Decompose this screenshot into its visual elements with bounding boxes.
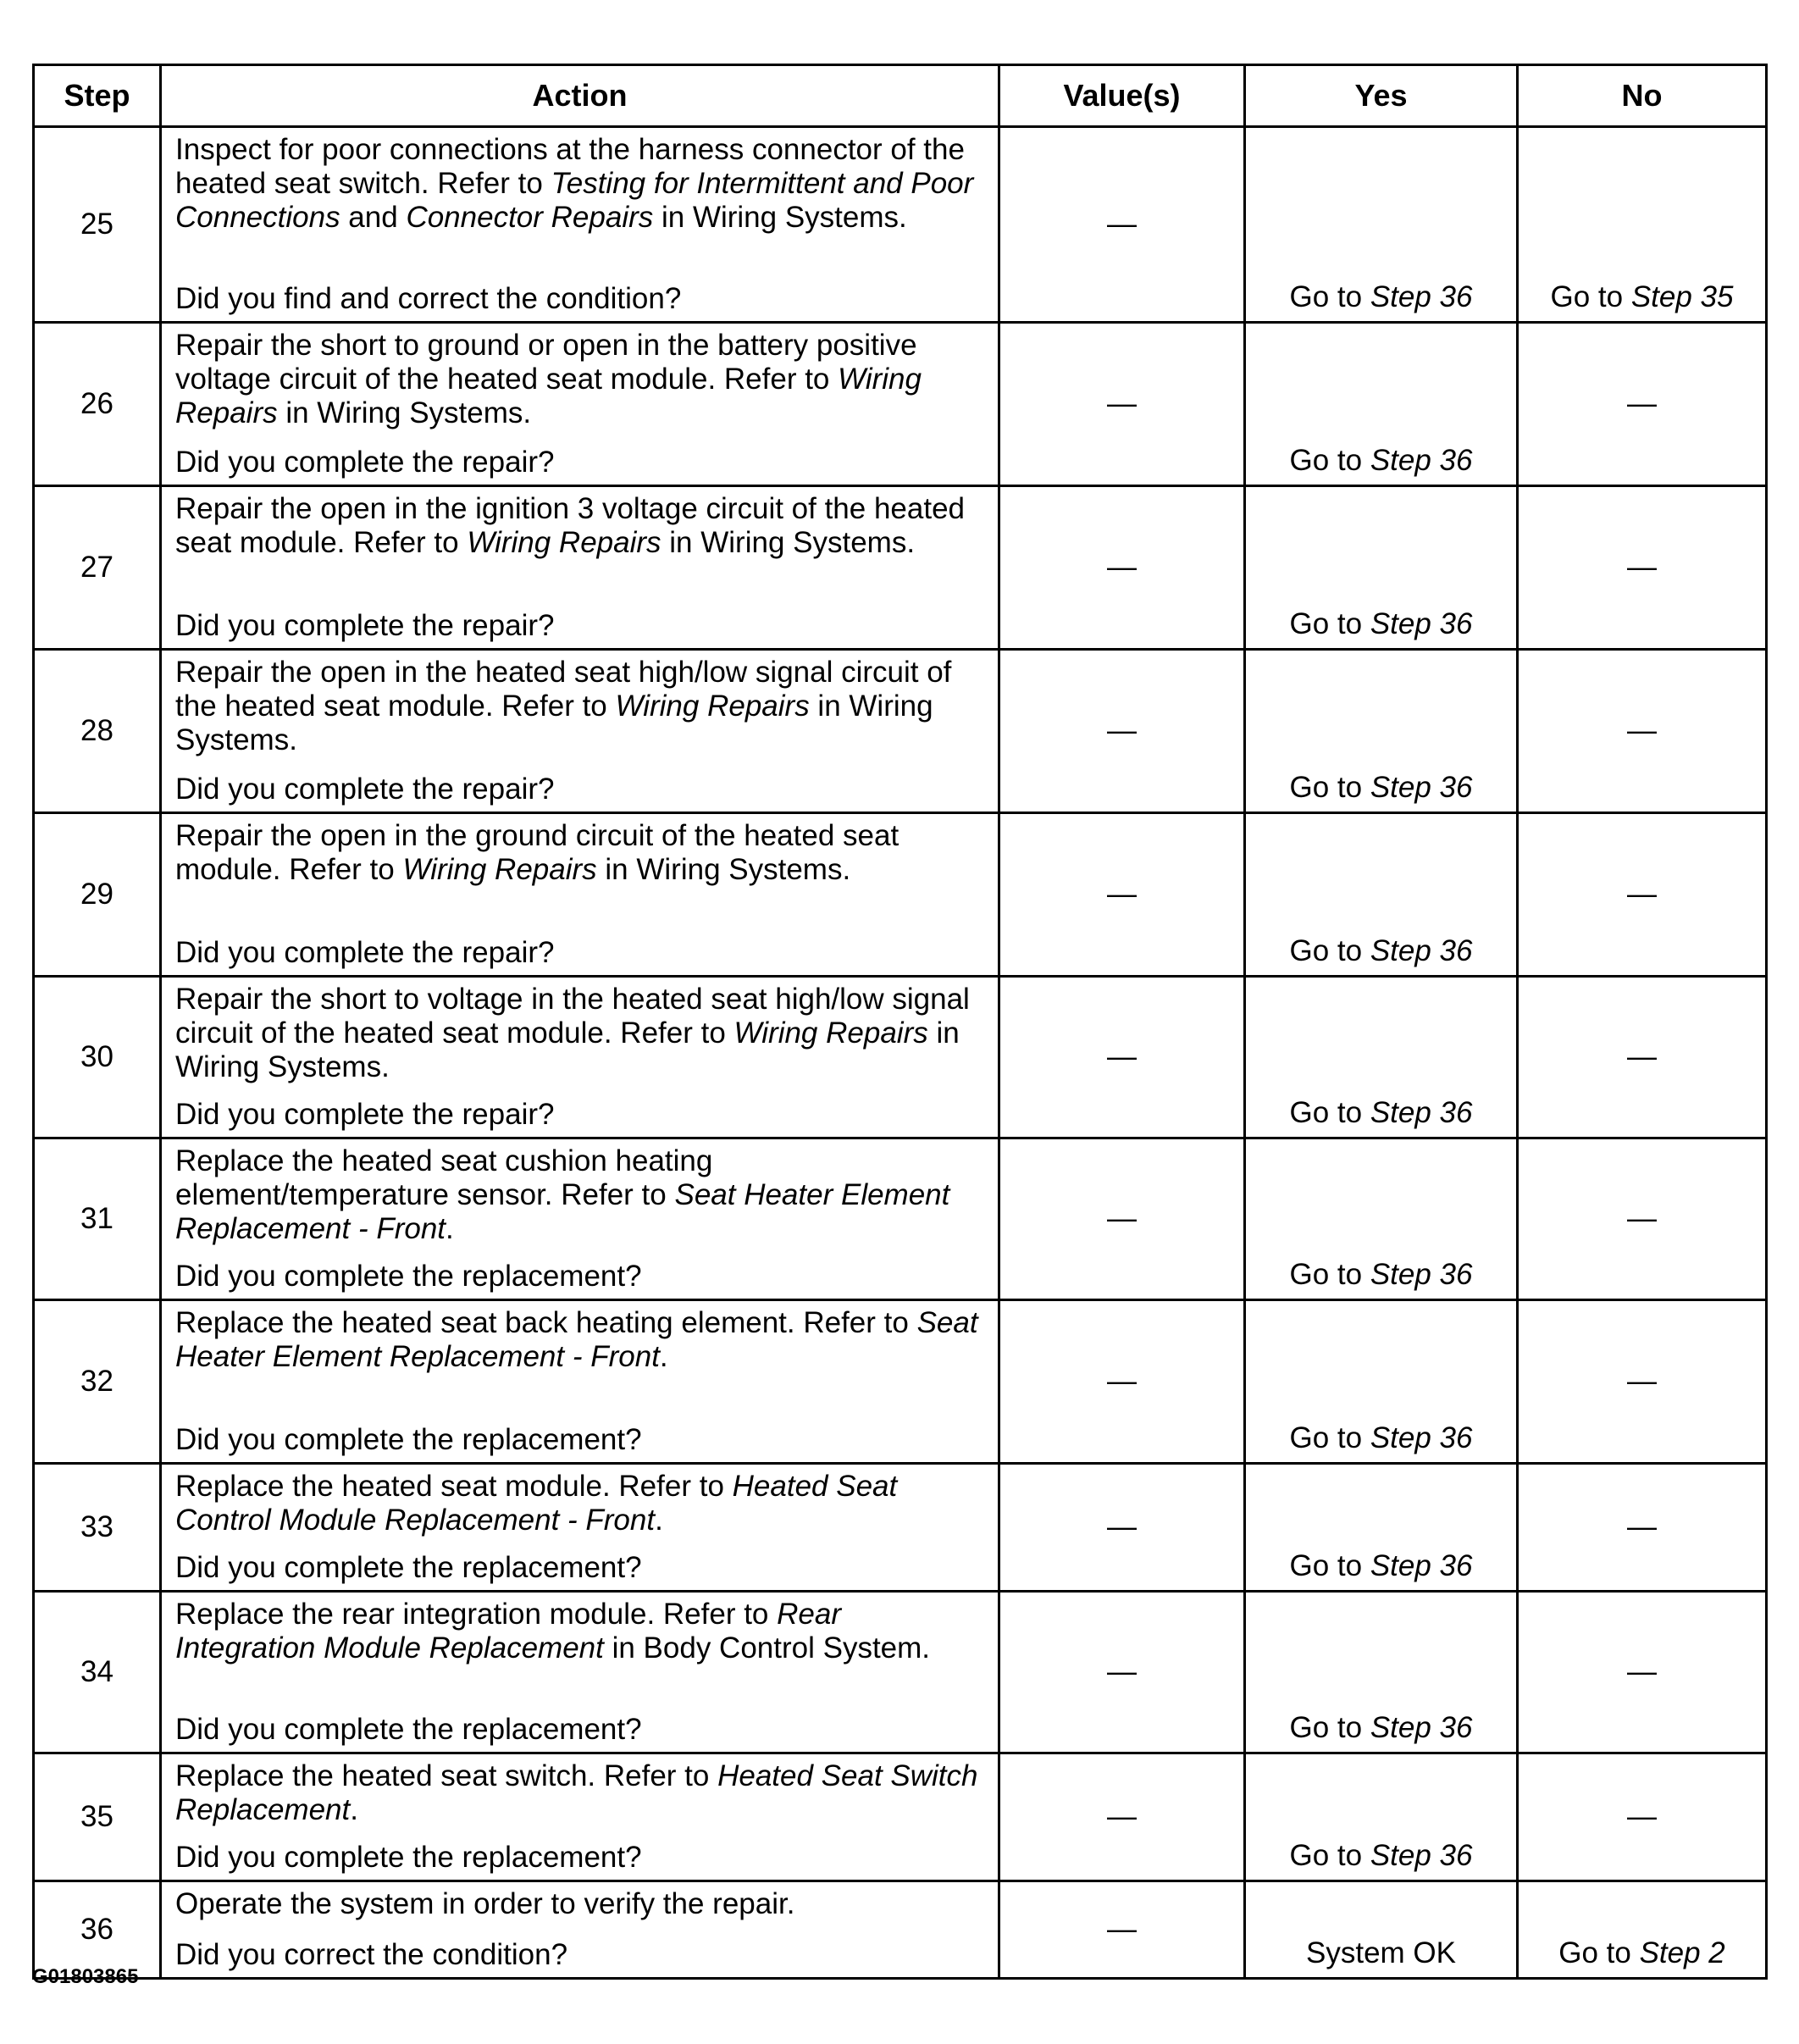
no-cell [1518,977,1767,1138]
action-text: Repair the open in the heated seat high/low signal circuit of the heated seat module. Refer to [175,656,952,723]
table-row [34,1753,1767,1881]
step-cell: 33 [34,1464,161,1592]
yes-target: Step 36 [1370,934,1473,967]
yes-cell [1245,977,1518,1138]
action-text: . [659,1340,668,1373]
action-content [175,819,986,970]
table-row [34,1881,1767,1979]
yes-cell [1245,127,1518,323]
action-text: Replace the heated seat back heating element. Refer to [175,1306,917,1339]
reference-link-text: Testing for Intermittent and Poor Connections [175,167,974,234]
action-content [175,1470,986,1585]
no-target: — [1627,551,1657,584]
action-text: . [446,1212,454,1245]
action-question: Did you complete the replacement? [175,1423,642,1456]
yes-prefix: Go to [1289,1096,1370,1129]
reference-link-text: Wiring Repairs [467,526,661,559]
action-question: Did you complete the repair? [175,609,555,642]
yes-cell [1245,323,1518,486]
action-instruction [175,1306,986,1374]
header-action: Action [161,65,999,127]
yes-target: Step 36 [1370,1421,1473,1454]
yes-cell [1245,1881,1518,1979]
reference-link-text: Wiring Repairs [175,363,922,429]
action-cell [161,1300,999,1464]
action-text: in Wiring Systems. [653,201,907,234]
no-cell [1518,486,1767,650]
action-text: Repair the open in the ignition 3 voltage circuit of the heated seat module. Refer to [175,492,966,559]
no-target: — [1627,714,1657,747]
no-cell [1518,1753,1767,1881]
table-body [34,127,1767,1979]
step-cell: 36 [34,1881,161,1979]
table-row [34,1464,1767,1592]
yes-prefix: Go to [1289,1549,1370,1582]
action-question: Did you correct the condition? [175,1938,568,1971]
yes-prefix: Go to [1289,934,1370,967]
figure-id: G01803865 [32,1965,139,1988]
header-step: Step [34,65,161,127]
action-cell [161,977,999,1138]
yes-prefix: Go to [1289,1839,1370,1872]
action-content [175,1598,986,1747]
action-text: Replace the heated seat switch. Refer to [175,1759,718,1792]
yes-prefix: Go to [1289,280,1370,313]
step-cell: 29 [34,813,161,977]
value-cell: — [999,813,1245,977]
no-cell [1518,127,1767,323]
action-text: in Wiring Systems. [175,690,933,756]
yes-cell [1245,1300,1518,1464]
action-content [175,983,986,1132]
table-row [34,1300,1767,1464]
action-instruction [175,819,986,887]
yes-target: Step 36 [1370,1096,1473,1129]
action-text: Replace the heated seat module. Refer to [175,1470,733,1503]
value-cell: — [999,127,1245,323]
action-instruction [175,1144,986,1246]
action-instruction [175,983,986,1084]
yes-prefix: Go to [1289,607,1370,640]
action-text: Repair the open in the ground circuit of the heated seat module. Refer to [175,819,900,886]
action-instruction [175,656,986,757]
action-text: . [350,1793,358,1826]
value-cell: — [999,323,1245,486]
action-content [175,1306,986,1457]
action-question: Did you complete the replacement? [175,1260,642,1293]
action-instruction [175,133,986,235]
no-cell [1518,1138,1767,1300]
action-content [175,133,986,316]
table-row [34,323,1767,486]
table-row [34,813,1767,977]
no-cell [1518,1300,1767,1464]
no-target: — [1627,1510,1657,1543]
action-text: in Wiring Systems. [661,526,916,559]
yes-prefix: Go to [1289,1258,1370,1291]
action-content [175,1144,986,1293]
no-target: — [1627,1365,1657,1398]
yes-target: Step 36 [1370,280,1473,313]
no-cell [1518,650,1767,813]
reference-link-text: Wiring Repairs [402,853,597,886]
action-question: Did you complete the replacement? [175,1841,642,1874]
yes-target: Step 36 [1370,444,1473,477]
action-question: Did you complete the replacement? [175,1551,642,1584]
action-question: Did you complete the repair? [175,936,555,969]
reference-link-text: Rear Integration Module Replacement [175,1598,841,1665]
action-cell [161,1464,999,1592]
table-row [34,1592,1767,1753]
yes-target: Step 36 [1370,1711,1473,1744]
reference-link-text: Heated Seat Control Module Replacement - Front [175,1470,898,1537]
action-question: Did you find and correct the condition? [175,282,682,315]
yes-cell [1245,1138,1518,1300]
step-cell: 32 [34,1300,161,1464]
header-values: Value(s) [999,65,1245,127]
yes-target: Step 36 [1370,1839,1473,1872]
no-cell [1518,323,1767,486]
no-target: Step 2 [1639,1936,1725,1969]
yes-cell [1245,650,1518,813]
no-target: — [1627,1040,1657,1073]
action-cell [161,650,999,813]
action-instruction [175,1887,986,1921]
reference-link-text: Wiring Repairs [733,1016,928,1050]
yes-prefix: Go to [1289,1711,1370,1744]
header-yes: Yes [1245,65,1518,127]
no-cell [1518,1881,1767,1979]
step-cell: 26 [34,323,161,486]
step-cell: 31 [34,1138,161,1300]
reference-link-text: Heated Seat Switch Replacement [175,1759,978,1826]
action-text: Repair the short to voltage in the heated seat high/low signal circuit of the heated seat module. Refer to [175,983,970,1050]
table-row [34,127,1767,323]
action-question: Did you complete the repair? [175,1098,555,1131]
diagnostic-table [32,64,1768,1980]
action-question: Did you complete the repair? [175,446,555,479]
step-cell: 35 [34,1753,161,1881]
value-cell: — [999,1592,1245,1753]
action-text: in Wiring Systems. [277,396,532,429]
table-row [34,650,1767,813]
reference-link-text: Wiring Repairs [615,690,810,723]
action-text: Operate the system in order to verify the repair. [175,1887,795,1920]
value-cell: — [999,1464,1245,1592]
yes-prefix: Go to [1289,771,1370,804]
action-instruction [175,1470,986,1537]
yes-cell [1245,1753,1518,1881]
yes-cell [1245,1592,1518,1753]
no-target: — [1627,1655,1657,1688]
action-text: Replace the rear integration module. Refer to [175,1598,778,1631]
step-cell: 30 [34,977,161,1138]
action-text: Inspect for poor connections at the harness connector of the heated seat switch. Refer to [175,133,965,200]
action-instruction [175,329,986,430]
no-target: — [1627,1202,1657,1235]
header-row [34,65,1767,127]
no-target: — [1627,1800,1657,1833]
value-cell: — [999,650,1245,813]
action-text: Repair the short to ground or open in the battery positive voltage circuit of the heated seat module. Refer to [175,329,917,396]
action-text: and [340,201,407,234]
yes-target: System OK [1306,1936,1456,1969]
yes-target: Step 36 [1370,1258,1473,1291]
action-question: Did you complete the repair? [175,773,555,806]
step-cell: 27 [34,486,161,650]
action-cell [161,1592,999,1753]
step-cell: 25 [34,127,161,323]
no-target: Step 35 [1630,280,1734,313]
yes-target: Step 36 [1370,1549,1473,1582]
step-cell: 28 [34,650,161,813]
table-row [34,1138,1767,1300]
action-cell [161,323,999,486]
no-prefix: Go to [1550,280,1631,313]
yes-cell [1245,486,1518,650]
value-cell: — [999,1300,1245,1464]
action-content [175,1887,986,1972]
action-cell [161,1138,999,1300]
action-cell [161,127,999,323]
action-text: in Body Control System. [603,1631,931,1665]
yes-prefix: Go to [1289,444,1370,477]
action-instruction [175,1759,986,1827]
no-cell [1518,1592,1767,1753]
no-target: — [1627,878,1657,911]
reference-link-text: Connector Repairs [406,201,654,234]
table-row [34,977,1767,1138]
yes-prefix: Go to [1289,1421,1370,1454]
action-instruction [175,492,986,560]
no-target: — [1627,387,1657,420]
value-cell: — [999,977,1245,1138]
reference-link-text: Seat Heater Element Replacement - Front [175,1178,950,1245]
no-prefix: Go to [1558,1936,1640,1969]
value-cell: — [999,1138,1245,1300]
action-text: . [655,1504,663,1537]
action-cell [161,1881,999,1979]
action-question: Did you complete the replacement? [175,1713,642,1746]
no-cell [1518,813,1767,977]
action-cell [161,1753,999,1881]
table-row [34,486,1767,650]
action-instruction [175,1598,986,1665]
value-cell: — [999,486,1245,650]
reference-link-text: Seat Heater Element Replacement - Front [175,1306,978,1373]
action-cell [161,813,999,977]
action-content [175,329,986,479]
step-cell: 34 [34,1592,161,1753]
no-cell [1518,1464,1767,1592]
yes-target: Step 36 [1370,771,1473,804]
action-content [175,1759,986,1875]
header-no: No [1518,65,1767,127]
action-text: Replace the heated seat cushion heating element/temperature sensor. Refer to [175,1144,713,1211]
action-content [175,656,986,806]
action-cell [161,486,999,650]
action-text: in Wiring Systems. [175,1016,960,1083]
action-text: in Wiring Systems. [596,853,851,886]
value-cell: — [999,1881,1245,1979]
action-content [175,492,986,643]
yes-cell [1245,1464,1518,1592]
yes-cell [1245,813,1518,977]
yes-target: Step 36 [1370,607,1473,640]
value-cell: — [999,1753,1245,1881]
